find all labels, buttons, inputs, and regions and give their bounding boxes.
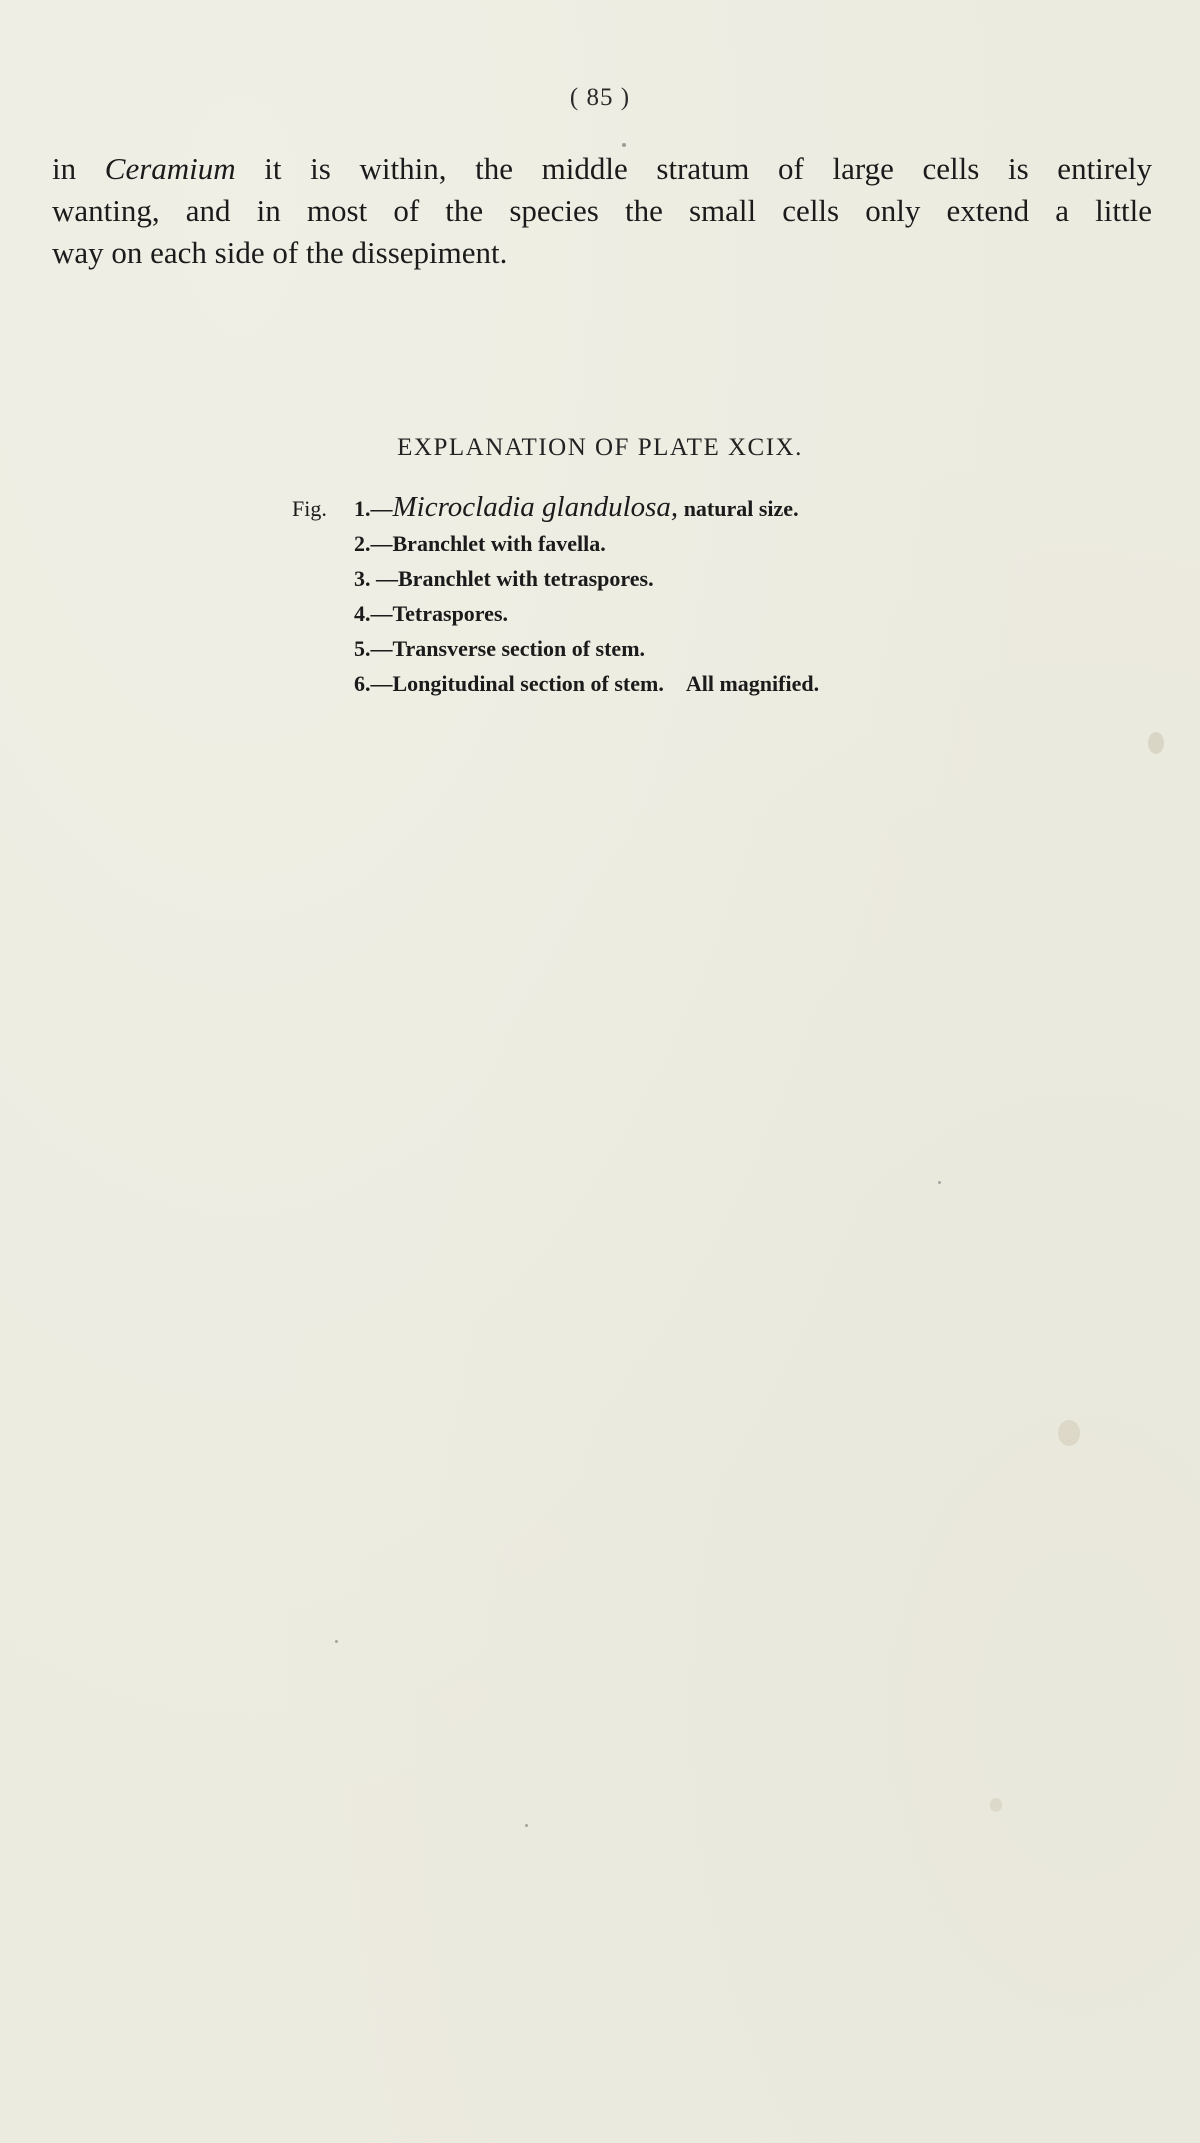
figure-item-6 — [292, 666, 992, 701]
figure-item-1 — [292, 490, 992, 526]
figure-list — [292, 490, 992, 701]
figure-number: 4.— — [354, 601, 393, 626]
figure-lead: Fig. — [292, 496, 327, 521]
body-line-3: way on each side of the dissepiment. — [52, 235, 508, 270]
figure-number: 6.— — [354, 671, 393, 696]
figure-caption: Branchlet with tetraspores. — [398, 566, 654, 591]
paper-speck — [1058, 1420, 1080, 1446]
paper-speck — [938, 1181, 941, 1184]
figure-item-2 — [292, 526, 992, 561]
figure-item-4 — [292, 596, 992, 631]
body-line-1 — [52, 148, 1152, 190]
figure-number: 1.— — [354, 496, 393, 521]
figure-trailing-note: All magnified. — [685, 671, 820, 696]
paper-speck — [335, 1640, 338, 1643]
figure-item-5 — [292, 631, 992, 666]
body-line-1-pre: in — [52, 151, 105, 186]
genus-ceramium: Ceramium — [104, 151, 236, 186]
plate-explanation-heading: EXPLANATION OF PLATE XCIX. — [397, 434, 803, 461]
figure-taxon: Microcladia glandulosa, — [392, 491, 679, 523]
paper-speck — [990, 1798, 1002, 1812]
body-line-1-post: it is within, the middle stratum of large cells is entirely — [235, 151, 1152, 186]
figure-number: 5.— — [354, 636, 393, 661]
figure-caption: Transverse section of stem. — [392, 636, 646, 661]
figure-caption: Longitudinal section of stem. — [392, 671, 664, 696]
figure-number: 2.— — [354, 531, 393, 556]
figure-item-3 — [292, 561, 992, 596]
figure-caption: natural size. — [678, 496, 799, 521]
body-paragraph — [52, 148, 1152, 274]
paper-speck — [525, 1824, 528, 1827]
figure-caption: Tetraspores. — [392, 601, 508, 626]
page-number: ( 85 ) — [569, 84, 631, 111]
figure-number: 3. — — [354, 566, 398, 591]
paper-speck — [622, 143, 626, 147]
figure-caption: Branchlet with favella. — [392, 531, 606, 556]
body-line-2: wanting, and in most of the species the small cells only extend a little — [52, 193, 1152, 228]
paper-speck — [1148, 732, 1164, 754]
